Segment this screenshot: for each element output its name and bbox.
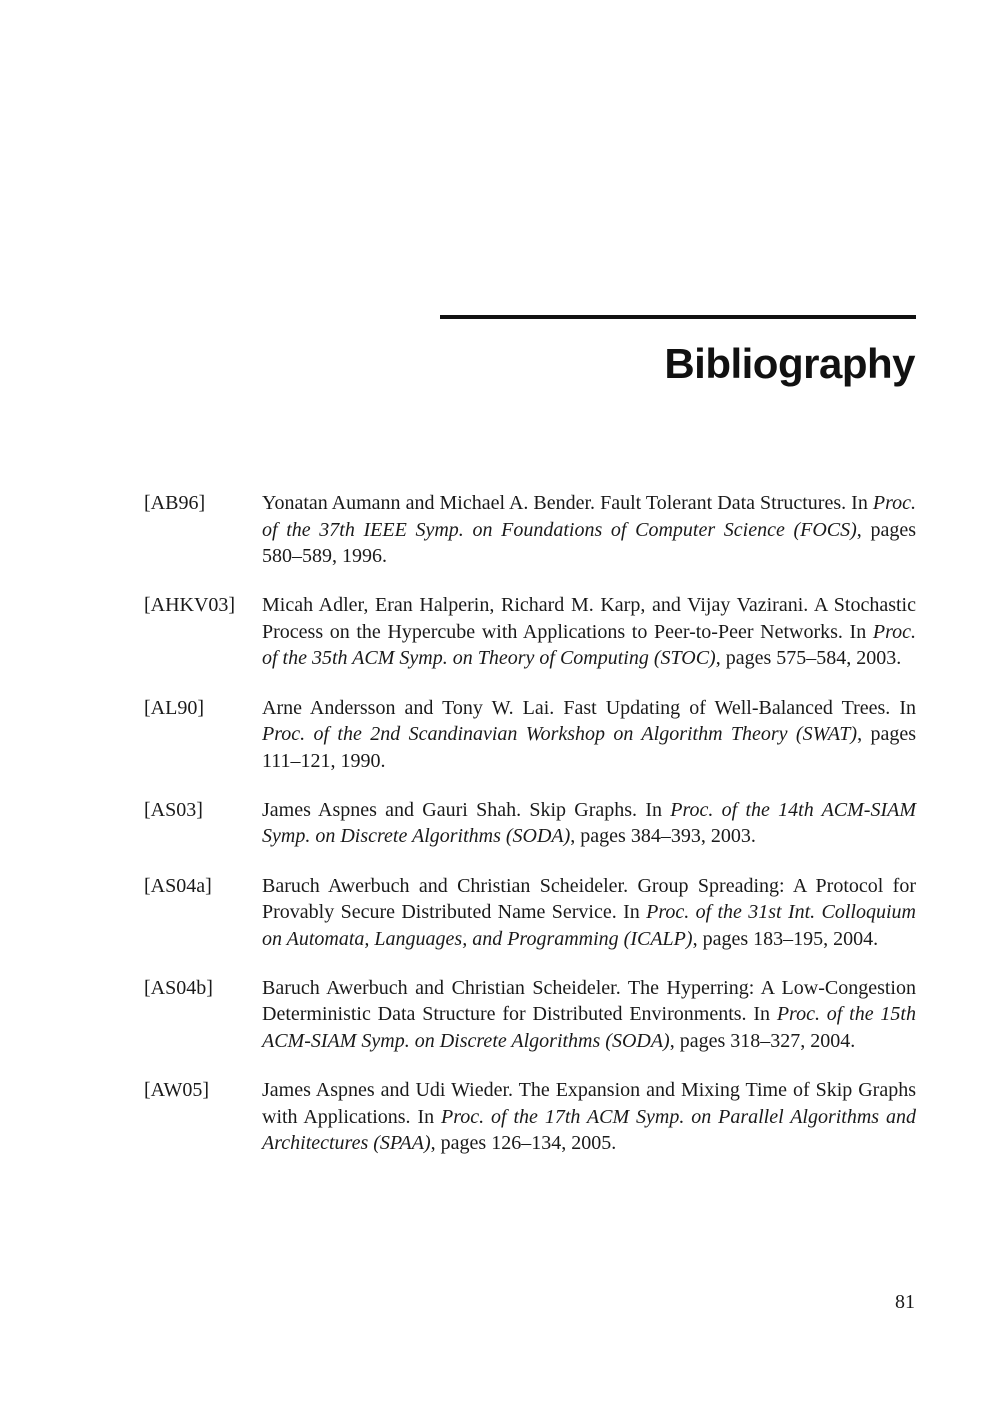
entry-pages-year: , pages 183–195, 2004. [692,927,879,950]
entry-pages-year: , pages 575–584, 2003. [715,647,902,670]
bibliography-list [144,490,916,1179]
entry-in: In [417,1105,442,1128]
entry-title: Skip Graphs. [529,798,646,821]
entry-text [262,490,916,570]
chapter-title: Bibliography [664,340,915,387]
entry-key: [AB96] [144,492,206,514]
entry-text [262,975,916,1055]
entry-key: [AHKV03] [144,594,236,617]
entry-in: In [849,620,873,643]
entry-key: [AS04b] [144,976,213,999]
entry-title: Fault Tolerant Data Structures. [600,492,852,514]
entry-venue: Proc. of the 17th ACM Symp. on Parallel Algorithms and Architectures (SPAA) [262,1105,916,1155]
entry-authors: Yonatan Aumann and Michael A. Bender. [262,492,601,514]
entry-title: Group Spreading: A Protocol for Provably Secure Distributed Name Service. [262,874,916,924]
page-number: 81 [895,1291,915,1313]
entry-key: [AL90] [144,696,204,719]
entry-in: In [623,901,647,924]
bibliography-entry [144,490,916,570]
entry-authors: Baruch Awerbuch and Christian Scheideler. [262,976,628,999]
bibliography-entry [144,695,916,775]
bibliography-entry [144,873,916,953]
bibliography-entry [144,592,916,672]
entry-venue: Proc. of the 37th IEEE Symp. on Foundations of Computer Science (FOCS) [262,492,916,541]
entry-authors: Baruch Awerbuch and Christian Scheideler. [262,874,638,897]
entry-text [262,592,916,672]
entry-in: In [851,492,873,514]
entry-text [262,1077,916,1157]
entry-pages-year: , pages 580–589, 1996. [262,518,916,568]
entry-key: [AW05] [144,1079,210,1102]
entry-authors: Arne Andersson and Tony W. Lai. [262,696,564,719]
entry-title: The Hyperring: A Low-Congestion Deterministic Data Structure for Distributed Environments. [262,976,916,1026]
entry-venue: Proc. of the 2nd Scandinavian Workshop on Algorithm Theory (SWAT) [262,723,858,746]
entry-pages-year: , pages 126–134, 2005. [430,1132,617,1155]
entry-text [262,797,916,850]
entry-text [262,873,916,953]
entry-in: In [753,1003,777,1026]
entry-authors: James Aspnes and Gauri Shah. [262,798,530,821]
entry-venue: Proc. of the 35th ACM Symp. on Theory of Computing (STOC) [262,620,916,670]
entry-text [262,695,916,775]
entry-title: The Expansion and Mixing Time of Skip Graphs with Applications. [262,1079,917,1128]
chapter-rule [440,315,916,319]
entry-key: [AS04a] [144,874,212,897]
entry-venue: Proc. of the 31st Int. Colloquium on Automata, Languages, and Programming (ICALP) [262,901,916,950]
entry-key: [AS03] [144,798,203,821]
entry-pages-year: , pages 384–393, 2003. [570,825,756,848]
bibliography-entry [144,975,916,1055]
entry-title: Fast Updating of Well-Balanced Trees. [563,696,900,719]
entry-venue: Proc. of the 14th ACM-SIAM Symp. on Discrete Algorithms (SODA) [262,798,917,848]
bibliography-entry [144,797,916,850]
bibliography-entry [144,1077,916,1157]
entry-authors: James Aspnes and Udi Wieder. [262,1079,519,1102]
entry-title: A Stochastic Process on the Hypercube with Applications to Peer-to-Peer Networks. [262,594,916,643]
entry-in: In [899,696,916,719]
entry-pages-year: , pages 111–121, 1990. [262,723,916,772]
entry-in: In [645,798,671,821]
entry-authors: Micah Adler, Eran Halperin, Richard M. Karp, and Vijay Vazirani. [262,594,814,617]
entry-venue: Proc. of the 15th ACM-SIAM Symp. on Discrete Algorithms (SODA) [262,1003,916,1052]
entry-pages-year: , pages 318–327, 2004. [669,1030,856,1052]
